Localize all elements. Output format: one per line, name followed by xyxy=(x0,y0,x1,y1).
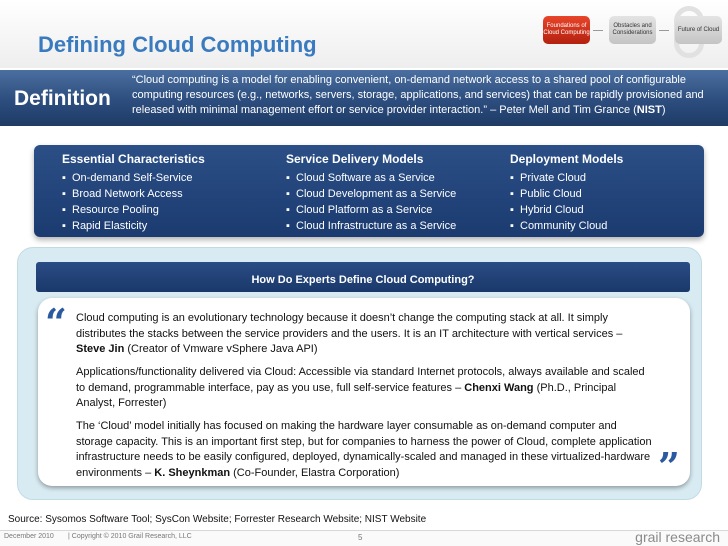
section-nav xyxy=(537,16,722,44)
quote-author: K. Sheynkman xyxy=(154,466,231,479)
quote-author: Chenxi Wang xyxy=(464,381,534,394)
list-item: ▪ Community Cloud xyxy=(510,218,623,234)
expert-quote xyxy=(76,365,652,412)
experts-heading: How Do Experts Define Cloud Computing? xyxy=(36,262,690,292)
definition-quote: “Cloud computing is a model for enabling convenient, on-demand network access to a shared pool of configurable computing resources (e.g., networks, servers, storage, applications, and services) that can be rapidly provisioned and released with minimal management effort or service provider interaction.” – Peter Mell and Tim Grance ( xyxy=(132,74,704,116)
list-item: ▪ Cloud Infrastructure as a Service xyxy=(286,218,456,234)
list-item: ▪ Hybrid Cloud xyxy=(510,202,623,218)
definition-label: Definition xyxy=(14,87,111,110)
list-item: ▪ Public Cloud xyxy=(510,186,623,202)
list-item: ▪ Cloud Software as a Service xyxy=(286,170,456,186)
quote-author: Steve Jin xyxy=(76,343,125,355)
nav-tab-future[interactable]: Future of Cloud xyxy=(675,16,722,44)
nav-divider xyxy=(593,30,603,31)
column-title: Deployment Models xyxy=(510,152,624,166)
quote-text: Cloud computing is an evolutionary technology because it doesn’t change the computing stack at all. It simply distributes the stacks between the service providers and the users. It is an IT architecture with vertical services – xyxy=(76,312,623,340)
definition-text xyxy=(132,73,722,118)
list-item: ▪ Broad Network Access xyxy=(62,186,205,202)
footer-copyright: | Copyright © 2010 Grail Research, LLC xyxy=(68,533,192,540)
column-title: Essential Characteristics xyxy=(62,152,205,166)
nav-tab-foundations[interactable]: Foundations of Cloud Computing xyxy=(543,16,590,44)
expert-quote xyxy=(76,311,652,358)
nav-divider xyxy=(659,30,669,31)
list-item: ▪ Resource Pooling xyxy=(62,202,205,218)
close-quote-icon: ” xyxy=(658,444,680,489)
column-title: Service Delivery Models xyxy=(286,152,424,166)
nav-tab-obstacles[interactable]: Obstacles and Considerations xyxy=(609,16,656,44)
column-deployment-models xyxy=(510,152,623,234)
column-service-delivery-models xyxy=(286,152,456,234)
list-item: ▪ Private Cloud xyxy=(510,170,623,186)
page-number: 5 xyxy=(358,533,363,542)
quote-text: Applications/functionality delivered via Cloud: Accessible via standard Internet protocols, always available and scaled to demand, programmable interface, pay as you use, full self-service features – xyxy=(76,366,645,394)
brand-logo: grail research xyxy=(635,529,720,545)
quote-affiliation: (Creator of Vmware vSphere Java API) xyxy=(124,343,318,355)
list-item: ▪ On-demand Self-Service xyxy=(62,170,205,186)
column-essential-characteristics xyxy=(62,152,205,234)
definition-close: ) xyxy=(661,104,666,116)
quote-affiliation: (Co-Founder, Elastra Corporation) xyxy=(230,466,400,479)
list-item: ▪ Rapid Elasticity xyxy=(62,218,205,234)
definition-source: NIST xyxy=(636,104,662,116)
quote-text: The ‘Cloud’ model initially has focused on making the hardware layer consumable as on-demand computer and storage capacity. This is an important first step, but for companies to harness the power of Cloud, complete application infrastructure needs to be easily configured, deployed, dynamically-scaled and managed in these virtualized-hardware environments – xyxy=(76,420,652,479)
source-note: Source: Sysomos Software Tool; SysCon Website; Forrester Research Website; NIST Website xyxy=(8,514,427,525)
list-item: ▪ Cloud Platform as a Service xyxy=(286,202,456,218)
quote-affiliation: (Ph.D., Principal Analyst, Forrester) xyxy=(76,381,617,409)
list-item: ▪ Cloud Development as a Service xyxy=(286,186,456,202)
open-quote-icon: “ xyxy=(45,300,67,345)
footer-date: December 2010 xyxy=(4,533,54,540)
page-title: Defining Cloud Computing xyxy=(38,32,317,57)
expert-quote xyxy=(76,419,652,481)
